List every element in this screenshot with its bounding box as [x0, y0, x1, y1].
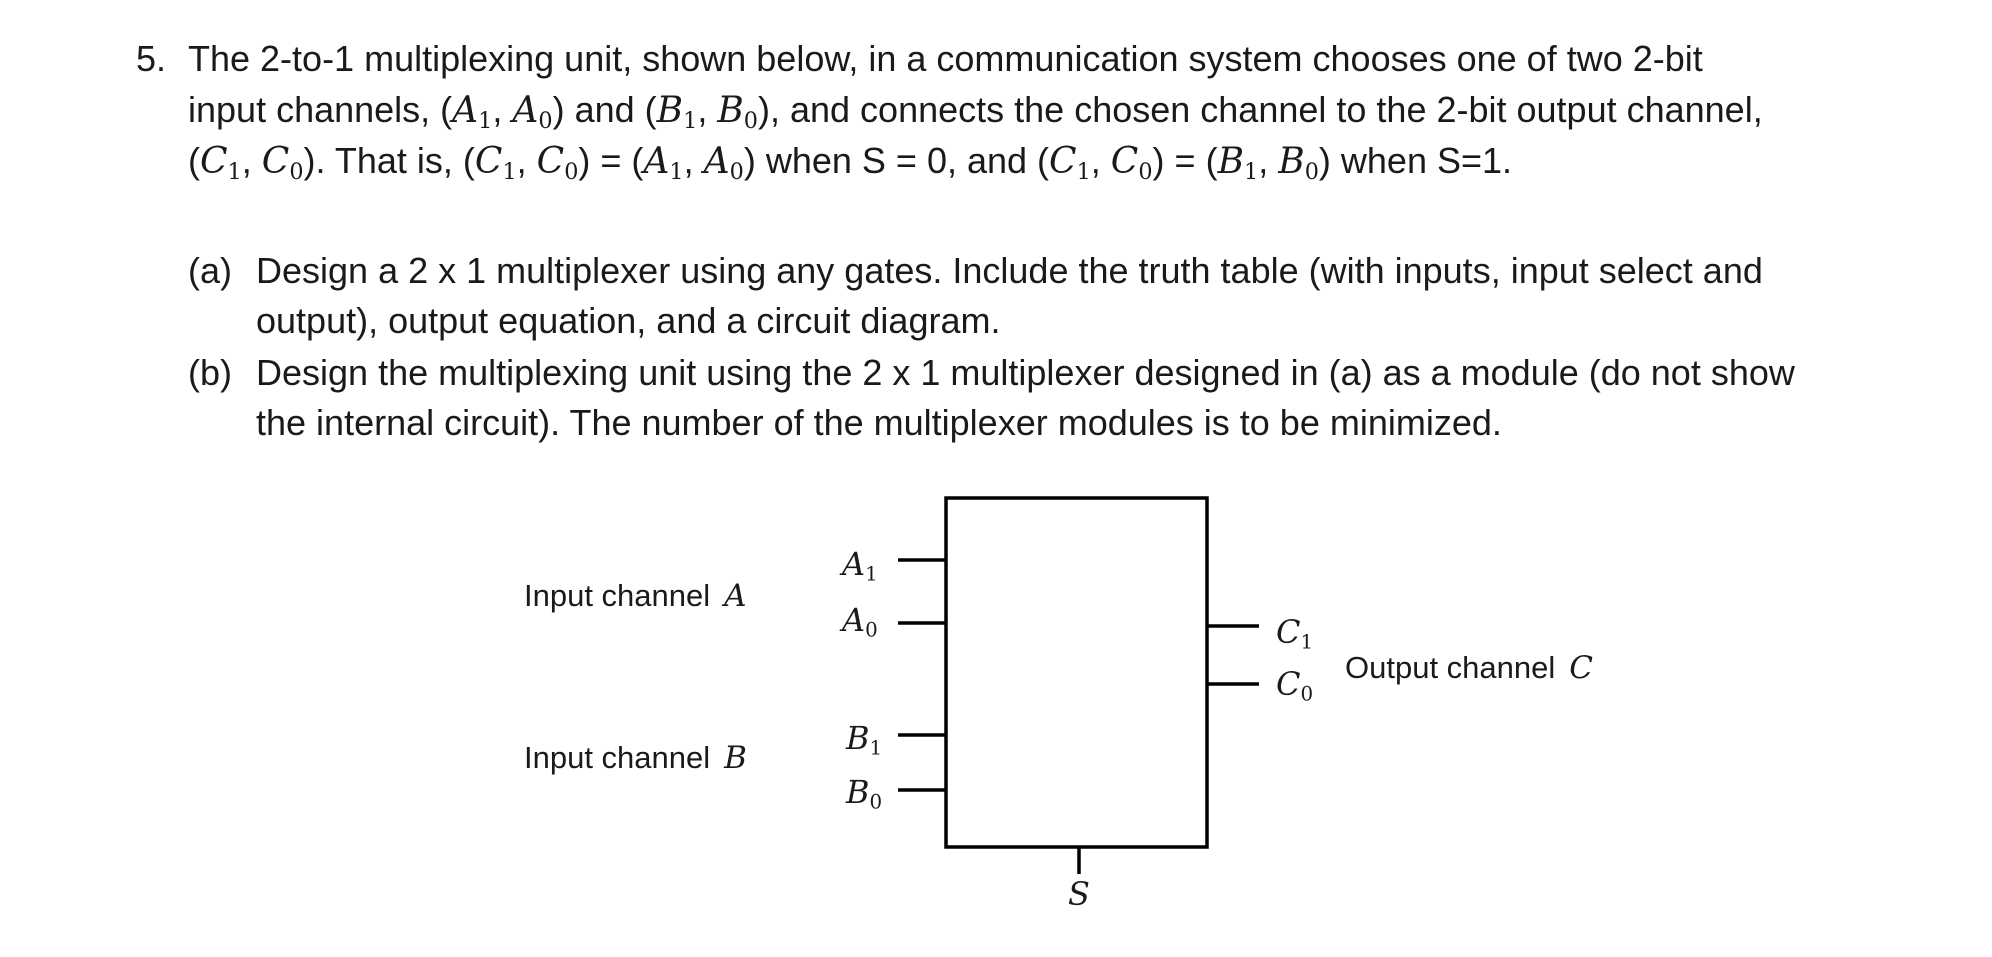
- var-a1: $A_1$: [452, 90, 493, 135]
- part-b-label: (b): [188, 352, 232, 393]
- part-a-line-2: output), output equation, and a circuit diagram.: [256, 300, 1001, 341]
- var-a0: $A_0$: [512, 90, 553, 135]
- intro-line-2: input channels, ($A_1$, $A_0$) and ($B_1$, $B_0$), and connects the chosen channel to the 2-bit output channel,: [188, 89, 1763, 135]
- var-b1: $B_1$: [656, 90, 698, 135]
- input-channel-a-label: Input channel A: [524, 578, 747, 614]
- var-c0: $C_0$: [261, 141, 304, 186]
- pin-label-c0: $C_0$: [1276, 665, 1314, 706]
- pin-label-b1: $B_1$: [846, 719, 883, 760]
- part-b-line-2: the internal circuit). The number of the multiplexer modules is to be minimized.: [256, 402, 1502, 443]
- intro-line-3: ($C_1$, $C_0$). That is, ($C_1$, $C_0) = (A_1$, $A_0$) when S = 0, and ($C_1$, $C_0) = (B_1$, $B_0$) when S=1.: [188, 140, 1513, 186]
- mux-box: [946, 498, 1207, 847]
- pin-label-a0: $A_0$: [842, 601, 878, 642]
- problem-number: 5.: [136, 38, 167, 79]
- input-channel-b-label: Input channel B: [524, 740, 747, 776]
- part-a-label: (a): [188, 250, 232, 291]
- pin-label-b0: $B_0$: [846, 773, 883, 814]
- var-c1: $C_1$: [200, 141, 242, 186]
- var-b0: $B_0$: [717, 90, 758, 135]
- part-b-line-1: Design the multiplexing unit using the 2 x 1 multiplexer designed in (a) as a module (do not show: [256, 352, 1795, 393]
- part-a-line-1: Design a 2 x 1 multiplexer using any gates. Include the truth table (with inputs, input select and: [256, 250, 1763, 291]
- pin-label-s: S: [1068, 875, 1090, 913]
- output-channel-c-label: Output channel C: [1345, 650, 1593, 686]
- intro-line-1: The 2-to-1 multiplexing unit, shown below, in a communication system chooses one of two 2-bit: [188, 38, 1703, 79]
- pin-label-c1: $C_1$: [1276, 613, 1314, 654]
- pin-label-a1: $A_1$: [842, 545, 878, 586]
